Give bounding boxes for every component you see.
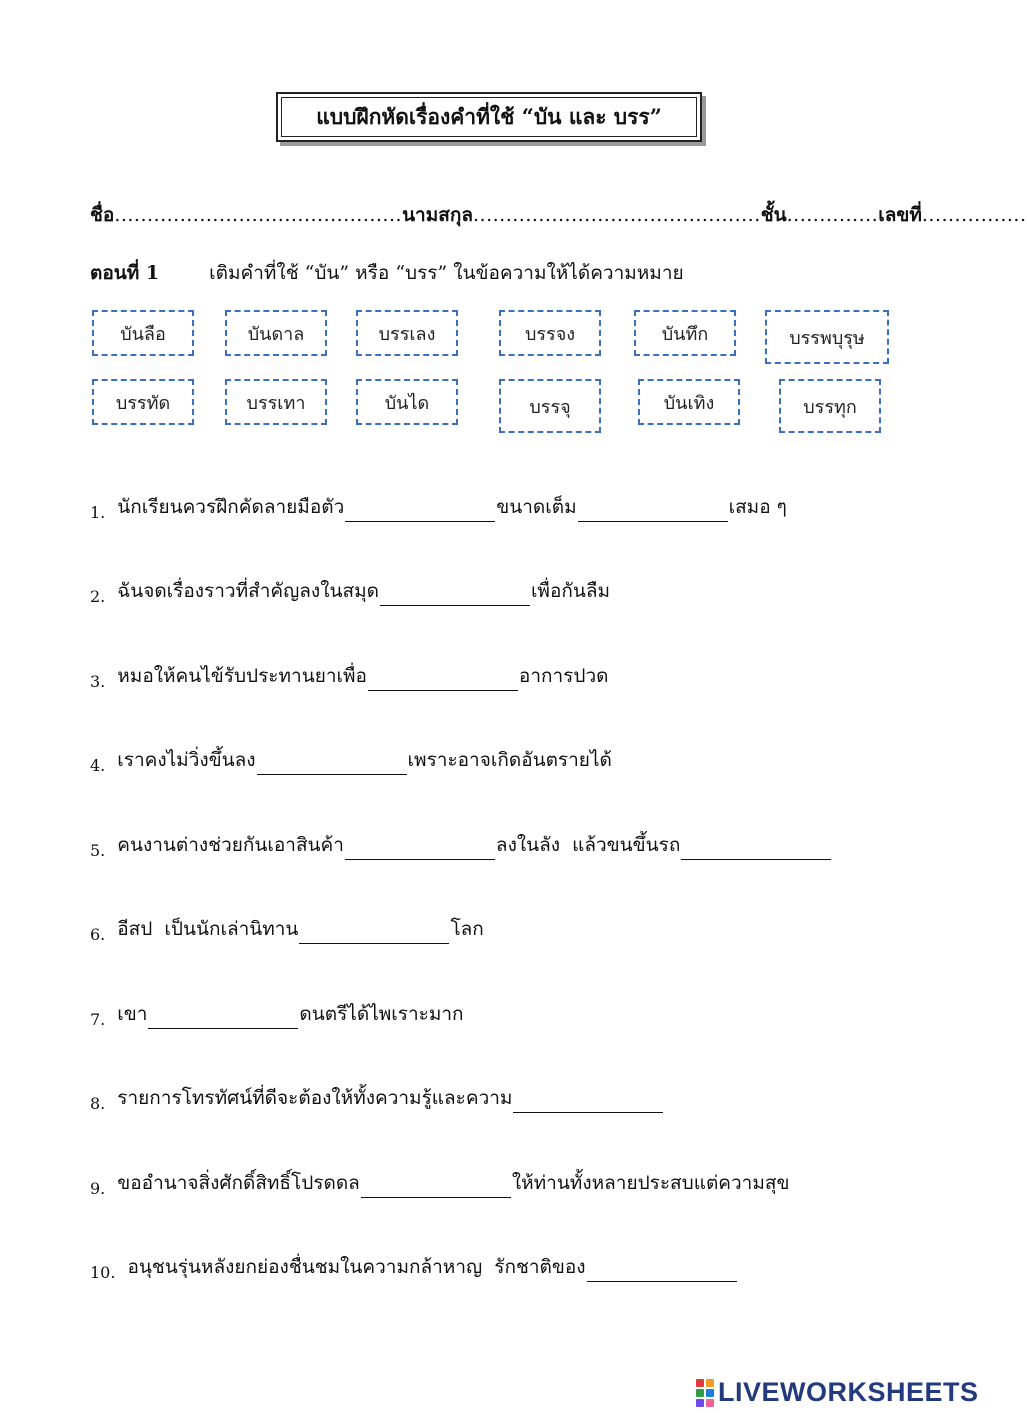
- logo-square: [696, 1379, 704, 1387]
- question-number: 10.: [90, 1263, 116, 1282]
- question-text: ลงในลัง แล้วขนขึ้นรถ: [495, 834, 681, 856]
- question-text: ฉันจดเรื่องราวที่สำคัญลงในสมุด: [117, 580, 379, 602]
- answer-blank[interactable]: [578, 501, 728, 522]
- question-text: หมอให้คนไข้รับประทานยาเพื่อ: [117, 665, 367, 687]
- logo-square: [706, 1379, 714, 1387]
- answer-blank[interactable]: [299, 923, 449, 944]
- word-bank-item[interactable]: บรรพบุรุษ: [765, 310, 889, 364]
- question-8: [90, 1083, 664, 1113]
- question-text: อาการปวด: [518, 665, 609, 687]
- question-2: [90, 576, 610, 606]
- question-1: [90, 492, 787, 522]
- question-number: 9.: [90, 1179, 106, 1198]
- question-number: 4.: [90, 756, 106, 775]
- logo-text: LIVEWORKSHEETS: [718, 1377, 979, 1407]
- question-text: อนุชนรุ่นหลังยกย่องชื่นชมในความกล้าหาญ รักชาติของ: [127, 1256, 586, 1278]
- word-bank-item[interactable]: บรรจง: [499, 310, 601, 356]
- answer-blank[interactable]: [257, 754, 407, 775]
- question-text: ขนาดเต็ม: [496, 496, 577, 518]
- question-number: 1.: [90, 503, 106, 522]
- question-number: 6.: [90, 925, 106, 944]
- question-text: เพื่อกันลืม: [530, 580, 611, 602]
- section-header: [90, 258, 684, 288]
- surname-label: นามสกุล: [402, 204, 473, 226]
- question-3: [90, 661, 608, 691]
- question-text: เขา: [117, 1003, 148, 1025]
- question-number: 5.: [90, 841, 106, 860]
- question-9: [90, 1168, 789, 1198]
- word-bank-item[interactable]: บรรจุ: [499, 379, 601, 433]
- question-text: รายการโทรทัศน์ที่ดีจะต้องให้ทั้งความรู้และความ: [117, 1087, 513, 1109]
- word-bank-item[interactable]: บันเทิง: [638, 379, 740, 425]
- word-bank-item[interactable]: บรรเลง: [356, 310, 458, 356]
- word-bank-item[interactable]: บรรทัด: [92, 379, 194, 425]
- answer-blank[interactable]: [148, 1008, 298, 1029]
- class-label: ชั้น: [760, 204, 787, 226]
- answer-blank[interactable]: [513, 1092, 663, 1113]
- answer-blank[interactable]: [368, 670, 518, 691]
- section-instruction: เติมคำที่ใช้ “บัน” หรือ “บรร” ในข้อความให้ได้ความหมาย: [209, 262, 684, 284]
- student-info-line: [90, 200, 1027, 230]
- question-4: [90, 745, 612, 775]
- answer-blank[interactable]: [345, 839, 495, 860]
- number-field[interactable]: ................: [921, 204, 1027, 226]
- question-text: เสมอ ๆ: [728, 496, 787, 518]
- page-title: แบบฝึกหัดเรื่องคำที่ใช้ “บัน และ บรร”: [316, 103, 662, 129]
- logo-square: [696, 1399, 704, 1407]
- question-text: อีสป เป็นนักเล่านิทาน: [117, 918, 299, 940]
- question-6: [90, 914, 484, 944]
- question-text: เราคงไม่วิ่งขึ้นลง: [117, 749, 256, 771]
- logo-icon: [696, 1379, 714, 1407]
- logo-square: [706, 1389, 714, 1397]
- answer-blank[interactable]: [681, 839, 831, 860]
- answer-blank[interactable]: [587, 1261, 737, 1282]
- class-field[interactable]: ..............: [786, 204, 879, 226]
- word-bank-item[interactable]: บันดาล: [225, 310, 327, 356]
- answer-blank[interactable]: [361, 1177, 511, 1198]
- name-label: ชื่อ: [90, 204, 115, 226]
- title-box: [276, 92, 702, 142]
- question-number: 7.: [90, 1010, 106, 1029]
- question-text: นักเรียนควรฝึกคัดลายมือตัว: [117, 496, 345, 518]
- word-bank-item[interactable]: บรรเทา: [225, 379, 327, 425]
- surname-field[interactable]: ............................................: [473, 204, 761, 226]
- question-5: [90, 830, 832, 860]
- question-text: โลก: [450, 918, 484, 940]
- question-text: เพราะอาจเกิดอันตรายได้: [407, 749, 612, 771]
- question-number: 2.: [90, 587, 106, 606]
- word-bank-item[interactable]: บรรทุก: [779, 379, 881, 433]
- question-text: ขออำนาจสิ่งศักดิ์สิทธิ์โปรดดล: [117, 1172, 360, 1194]
- logo-square: [696, 1389, 704, 1397]
- question-7: [90, 999, 464, 1029]
- liveworksheets-logo: [696, 1377, 979, 1408]
- word-bank-item[interactable]: บันลือ: [92, 310, 194, 356]
- question-number: 8.: [90, 1094, 106, 1113]
- logo-square: [706, 1399, 714, 1407]
- name-field[interactable]: ............................................: [114, 204, 403, 226]
- answer-blank[interactable]: [380, 585, 530, 606]
- section-label: ตอนที่ 1: [90, 262, 160, 284]
- answer-blank[interactable]: [345, 501, 495, 522]
- word-bank-item[interactable]: บันทึก: [634, 310, 736, 356]
- number-label: เลขที่: [878, 204, 922, 226]
- question-number: 3.: [90, 672, 106, 691]
- word-bank-item[interactable]: บันได: [356, 379, 458, 425]
- question-text: ให้ท่านทั้งหลายประสบแต่ความสุข: [511, 1172, 790, 1194]
- question-10: [90, 1252, 738, 1282]
- question-text: คนงานต่างช่วยกันเอาสินค้า: [117, 834, 344, 856]
- question-text: ดนตรีได้ไพเราะมาก: [299, 1003, 464, 1025]
